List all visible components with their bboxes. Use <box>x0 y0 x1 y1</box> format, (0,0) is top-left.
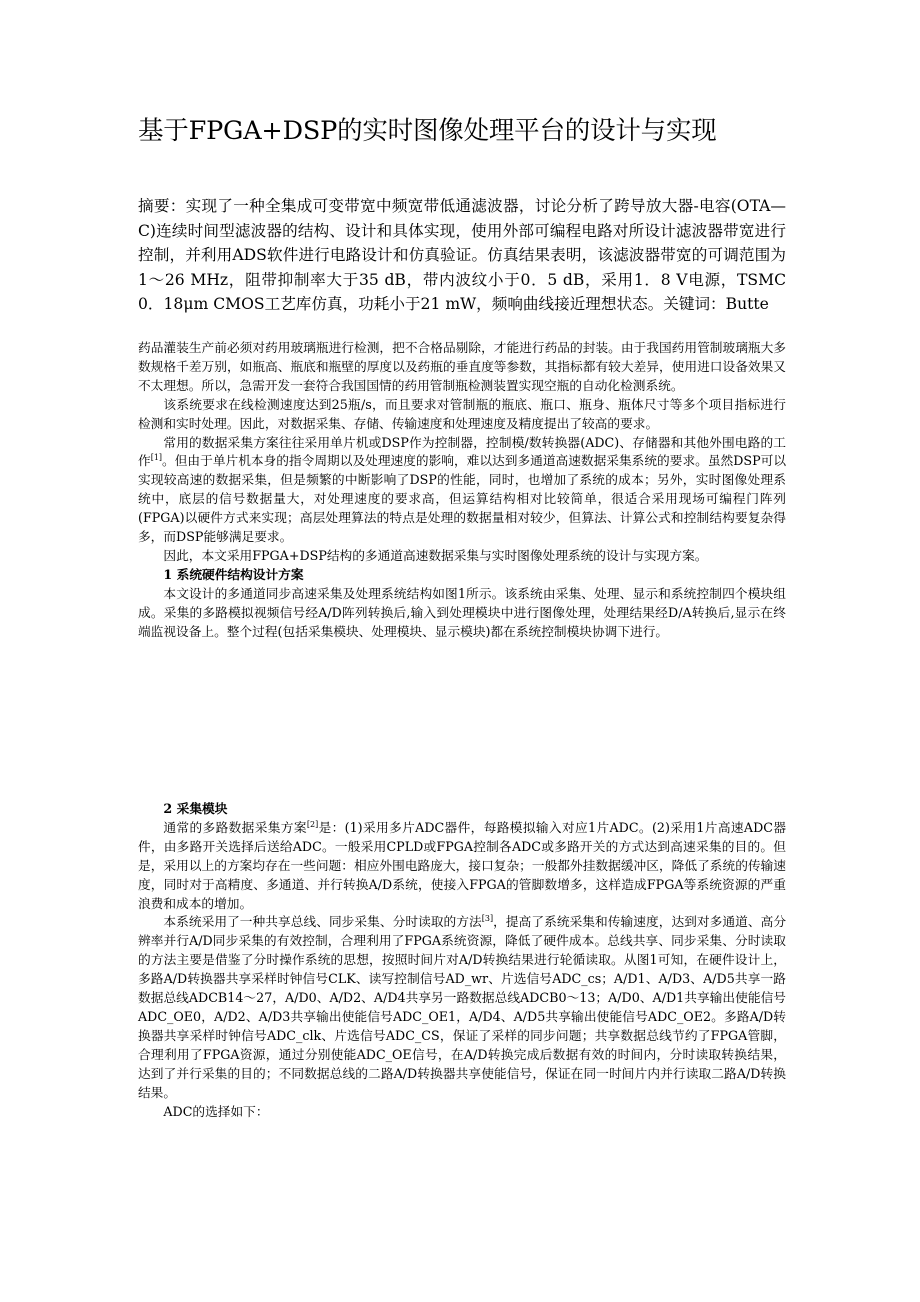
page-title: 基于FPGA+DSP的实时图像处理平台的设计与实现 <box>138 116 717 146</box>
section-2-paragraph-2 <box>138 913 786 1102</box>
citation-ref-3: [3] <box>481 914 494 924</box>
intro-paragraph-1: 药品灌装生产前必须对药用玻璃瓶进行检测，把不合格品剔除，才能进行药品的封装。由于我国药用管制玻璃瓶大多数规格千差万别，如瓶高、瓶底和瓶壁的厚度以及药瓶的垂直度等参数，其指标都有较大差异，使用进口设备效果又不太理想。所以，急需开发一套符合我国国情的药用管制瓶检测装置实现空瓶的自动化检测系统。 <box>138 340 786 393</box>
section-2-heading: 2 采集模块 <box>163 801 228 816</box>
intro-paragraph-3-text-a: 常用的数据采集方案往往采用单片机或DSP作为控制器，控制模/数转换器(ADC)、存储器和其他外围电路的工作 <box>138 434 786 469</box>
intro-section <box>138 339 786 642</box>
section-2-paragraph-1-text-b: 是：(1)采用多片ADC器件，每路模拟输入对应1片ADC。(2)采用1片高速ADC器件，由多路开关选择后送给ADC。一般采用CPLD或FPGA控制各ADC或多路开关的方式达到高速采集的目的。但是，采用以上的方案均存在一些问题：相应外围电路庞大，接口复杂；一般都外挂数据缓冲区，降低了系统的传输速度，同时对于高精度、多通道、并行转换A/D系统，使接入FPGA的管脚数增多，这样造成FPGA等系统资源的严重浪费和成本的增加。 <box>138 819 787 911</box>
section-2-paragraph-2-text-a: 本系统采用了一种共享总线、同步采集、分时读取的方法 <box>163 914 482 930</box>
section-2-paragraph-2-text-b: ，提高了系统采集和传输速度，达到对多通道、高分辨率并行A/D同步采集的有效控制，合理利用了FPGA系统资源，降低了硬件成本。总线共享、同步采集、分时读取的方法主要是借鉴了分时操作系统的思想，按照时间片对A/D转换结果进行轮循读取。从图1可知，在硬件设计上，多路A/D转换器共享采样时钟信号CLK、读写控制信号AD_wr、片选信号ADC_cs；A/D1、A/D3、A/D5共享一路数据总线ADCB14～27，A/D0、A/D2、A/D4共享另一路数据总线ADCB0～13；A/D0、A/D1共享输出使能信号ADC_OE0，A/D2、A/D3共享输出使能信号ADC_OE1，A/D4、A/D5共享输出使能信号ADC_OE2。多路A/D转换器共享采样时钟信号ADC_clk、片选信号ADC_CS，保证了采样的同步问题；共享数据总线节约了FPGA管脚，合理利用了FPGA资源，通过分别使能ADC_OE信号，在A/D转换完成后数据有效的时间内，分时读取转换结果，达到了并行采集的目的；不同数据总线的二路A/D转换器共享使能信号，保证在同一时间片内并行读取二路A/D转换结果。 <box>138 914 787 1100</box>
section-2 <box>138 800 786 1121</box>
abstract-paragraph: 摘要：实现了一种全集成可变带宽中频宽带低通滤波器，讨论分析了跨导放大器-电容(OTA—C)连续时间型滤波器的结构、设计和具体实现，使用外部可编程电路对所设计滤波器带宽进行控制，并利用ADS软件进行电路设计和仿真验证。仿真结果表明，该滤波器带宽的可调范围为1～26 MHz，阻带抑制率大于35 dB，带内波纹小于0．5 dB，采用1．8 V电源，TSMC 0．18μm CMOS工艺库仿真，功耗小于21 mW，频响曲线接近理想状态。关键词：Butte <box>138 197 786 313</box>
intro-paragraph-3-text-b: 。但由于单片机本身的指令周期以及处理速度的影响，难以达到多通道高速数据采集系统的要求。虽然DSP可以实现较高速的数据采集，但是频繁的中断影响了DSP的性能，同时，也增加了系统的成本；另外，实时图像处理系统中，底层的信号数据量大，对处理速度的要求高，但运算结构相对比较简单，很适合采用现场可编程门阵列(FPGA)以硬件方式来实现；高层处理算法的特点是处理的数据量相对较少，但算法、计算公式和控制结构要复杂得多，而DSP能够满足要求。 <box>138 453 787 545</box>
intro-paragraph-4: 因此，本文采用FPGA+DSP结构的多通道高速数据采集与实时图像处理系统的设计与实现方案。 <box>163 547 708 563</box>
section-1-heading: 1 系统硬件结构设计方案 <box>163 566 304 582</box>
section-2-paragraph-1-text-a: 通常的多路数据采集方案 <box>163 819 307 835</box>
intro-paragraph-2: 该系统要求在线检测速度达到25瓶/s，而且要求对管制瓶的瓶底、瓶口、瓶身、瓶体尺寸等多个项目指标进行检测和实时处理。因此，对数据采集、存储、传输速度和处理速度及精度提出了较高的要求。 <box>138 396 786 431</box>
section-2-paragraph-1 <box>138 819 786 914</box>
section-1-paragraph-1: 本文设计的多通道同步高速采集及处理系统结构如图1所示。该系统由采集、处理、显示和系统控制四个模块组成。采集的多路模拟视频信号经A/D阵列转换后,输入到处理模块中进行图像处理，处理结果经D/A转换后,显示在终端监视设备上。整个过程(包括采集模块、处理模块、显示模块)都在系统控制模块协调下进行。 <box>138 585 786 639</box>
citation-ref-1: [1] <box>150 453 163 463</box>
section-2-paragraph-3: ADC的选择如下： <box>163 1103 269 1119</box>
intro-paragraph-3 <box>138 434 786 547</box>
citation-ref-2: [2] <box>306 819 319 829</box>
